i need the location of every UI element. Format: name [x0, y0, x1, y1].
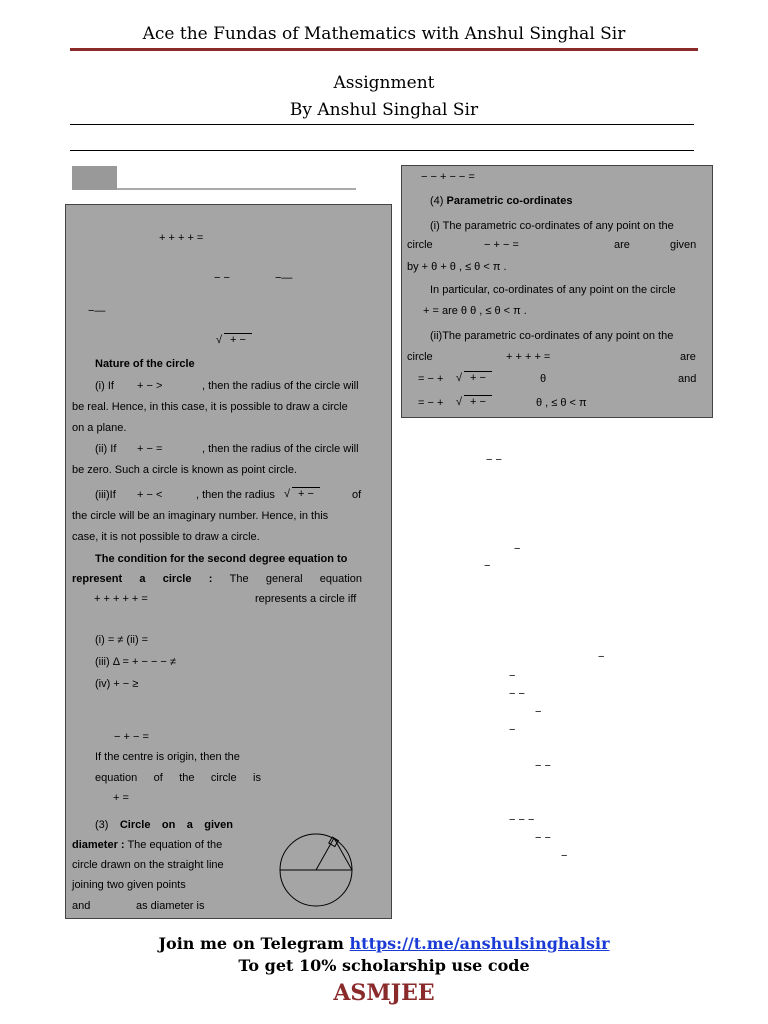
cond-word-circle: circle: [162, 573, 192, 585]
nature-ii-pre: (ii) If: [95, 443, 117, 455]
parametric-number: (4): [430, 195, 444, 207]
footer-telegram: [0, 934, 768, 953]
condition-iii: (iii) Δ = + − − − ≠: [95, 656, 176, 668]
diameter-line5a: and: [72, 900, 91, 912]
nature-iii-pre: (iii)If: [95, 489, 116, 501]
diameter-line3: circle drawn on the straight line: [72, 859, 224, 871]
diameter-line1: [95, 819, 233, 832]
telegram-link[interactable]: https://t.me/anshulsinghalsir: [349, 934, 610, 953]
parametric-line8c: and: [678, 373, 697, 385]
right-content-box: [401, 165, 713, 418]
condition-line3-text: represents a circle iff: [255, 593, 357, 605]
equation-centre-form: − + − =: [114, 731, 149, 743]
diameter-line2-text: The equation of the: [127, 839, 223, 851]
cond-word-colon: :: [208, 573, 213, 585]
parametric-line9-radical: √ + −: [456, 395, 492, 409]
cond-word-the: The: [229, 573, 249, 585]
parametric-line8-radicand: + −: [464, 371, 492, 385]
parametric-line7b: + + + + =: [506, 351, 551, 363]
parametric-line2b: − + − =: [484, 239, 519, 251]
condition-iv: (iv) + − ≥: [95, 678, 139, 690]
diameter-line5b: as diameter is: [136, 900, 205, 912]
footer-scholarship: To get 10% scholarship use code: [238, 956, 530, 975]
origin-word-the: the: [179, 772, 195, 784]
nature-iii-mid: , then the radius: [196, 489, 275, 501]
nature-heading: Nature of the circle: [95, 358, 195, 370]
parametric-line8b: θ: [540, 373, 547, 385]
radius-radicand: + −: [224, 333, 252, 347]
origin-word-equation: equation: [95, 772, 138, 784]
section-tab: [72, 166, 117, 190]
origin-word-of: of: [153, 772, 163, 784]
parametric-line7c: are: [680, 351, 696, 363]
left-content-box: [65, 204, 392, 919]
diameter-number: (3): [95, 819, 109, 831]
parametric-line3: by + θ + θ , ≤ θ < π .: [407, 261, 507, 273]
nature-i-post: , then the radius of the circle will: [202, 380, 359, 392]
footer-code: ASMJEE: [333, 980, 435, 1006]
nature-iii-of: of: [352, 489, 362, 501]
condition-line1: The condition for the second degree equation to: [95, 553, 348, 565]
cond-word-represent: represent: [72, 573, 123, 585]
diameter-line4: joining two given points: [72, 879, 186, 891]
nature-ii-line2: be zero. Such a circle is known as point circle.: [72, 464, 297, 476]
diameter-line2: [72, 839, 222, 852]
equation-general: + + + + =: [159, 232, 204, 244]
parametric-line2d: given: [670, 239, 697, 251]
origin-equation: + =: [113, 792, 129, 804]
parametric-line1: (i) The parametric co-ordinates of any point on the: [430, 220, 674, 232]
parametric-line2a: circle: [407, 239, 433, 251]
top-equation: − − + − − =: [421, 171, 475, 183]
parametric-heading: [430, 195, 572, 208]
margin-mark-11: − −: [535, 832, 551, 844]
margin-mark-12: −: [561, 850, 568, 862]
diameter-word-given: given: [204, 819, 233, 831]
margin-mark-8: −: [509, 724, 516, 736]
margin-mark-7: −: [535, 706, 542, 718]
nature-iii-line2: the circle will be an imaginary number. Hence, in this: [72, 510, 329, 522]
nature-i-pre: (i) If: [95, 380, 114, 392]
cond-word-general: general: [265, 573, 303, 585]
diameter-label: diameter :: [72, 839, 125, 851]
parametric-title: Parametric co-ordinates: [446, 195, 573, 207]
parametric-line8-radical: √ + −: [456, 371, 492, 385]
nature-ii-post: , then the radius of the circle will: [202, 443, 359, 455]
section-tab-line: [117, 188, 356, 190]
author-subtitle: By Anshul Singhal Sir: [289, 100, 479, 120]
diameter-word-circle: Circle: [119, 819, 151, 831]
parametric-line2c: are: [614, 239, 630, 251]
cond-word-equation: equation: [319, 573, 362, 585]
condition-i-ii: (i) = ≠ (ii) =: [95, 634, 149, 646]
title-rule-bottom: [70, 150, 694, 151]
equation-centre: − −: [214, 272, 230, 284]
margin-mark-2: −: [514, 543, 521, 555]
origin-word-circle: circle: [210, 772, 237, 784]
nature-i-line3: on a plane.: [72, 422, 127, 434]
nature-ii-sym: + − =: [137, 443, 163, 455]
condition-line2: [72, 573, 362, 586]
nature-iii-radicand: + −: [292, 487, 320, 501]
parametric-line8a: = − +: [418, 373, 444, 385]
diameter-word-on: on: [161, 819, 176, 831]
cond-word-a: a: [139, 573, 146, 585]
circle-diameter-diagram: [278, 828, 358, 910]
origin-word-is: is: [253, 772, 261, 784]
parametric-line5: + = are θ θ , ≤ θ < π .: [423, 305, 527, 317]
nature-i-line2: be real. Hence, in this case, it is possible to draw a circle: [72, 401, 348, 413]
margin-mark-6: − −: [509, 688, 525, 700]
margin-mark-4: −: [598, 651, 605, 663]
title-rule-top: [70, 124, 694, 125]
parametric-line9b: θ , ≤ θ < π: [536, 397, 587, 409]
parametric-line7a: circle: [407, 351, 433, 363]
margin-mark-3: −: [484, 560, 491, 572]
nature-iii-radical: √ + −: [284, 487, 320, 501]
nature-iii-line3: case, it is not possible to draw a circle.: [72, 531, 260, 543]
margin-mark-5: −: [509, 670, 516, 682]
diameter-word-a: a: [186, 819, 193, 831]
margin-mark-10: − − −: [509, 814, 535, 826]
assignment-title: Assignment: [333, 73, 435, 93]
parametric-line9-radicand: + −: [464, 395, 492, 409]
condition-line3-eq: + + + + + =: [94, 593, 148, 605]
diagram-chord: [316, 838, 334, 870]
parametric-line9a: = − +: [418, 397, 444, 409]
parametric-line4: In particular, co-ordinates of any point on the circle: [430, 284, 676, 296]
radius-expression: √ + −: [216, 333, 252, 347]
nature-iii-sym: + − <: [137, 489, 163, 501]
margin-mark-9: − −: [535, 760, 551, 772]
margin-mark-1: − −: [486, 454, 502, 466]
origin-line1: If the centre is origin, then the: [95, 751, 240, 763]
telegram-label: Join me on Telegram: [158, 934, 344, 953]
page-header-title: Ace the Fundas of Mathematics with Anshul Singhal Sir: [142, 24, 626, 44]
origin-line2: [95, 772, 261, 785]
equation-centre-2: −—: [275, 272, 293, 284]
nature-i-sym: + − >: [137, 380, 163, 392]
equation-fragment: −—: [88, 305, 106, 317]
parametric-line6: (ii)The parametric co-ordinates of any point on the: [430, 330, 674, 342]
header-rule: [70, 48, 698, 51]
